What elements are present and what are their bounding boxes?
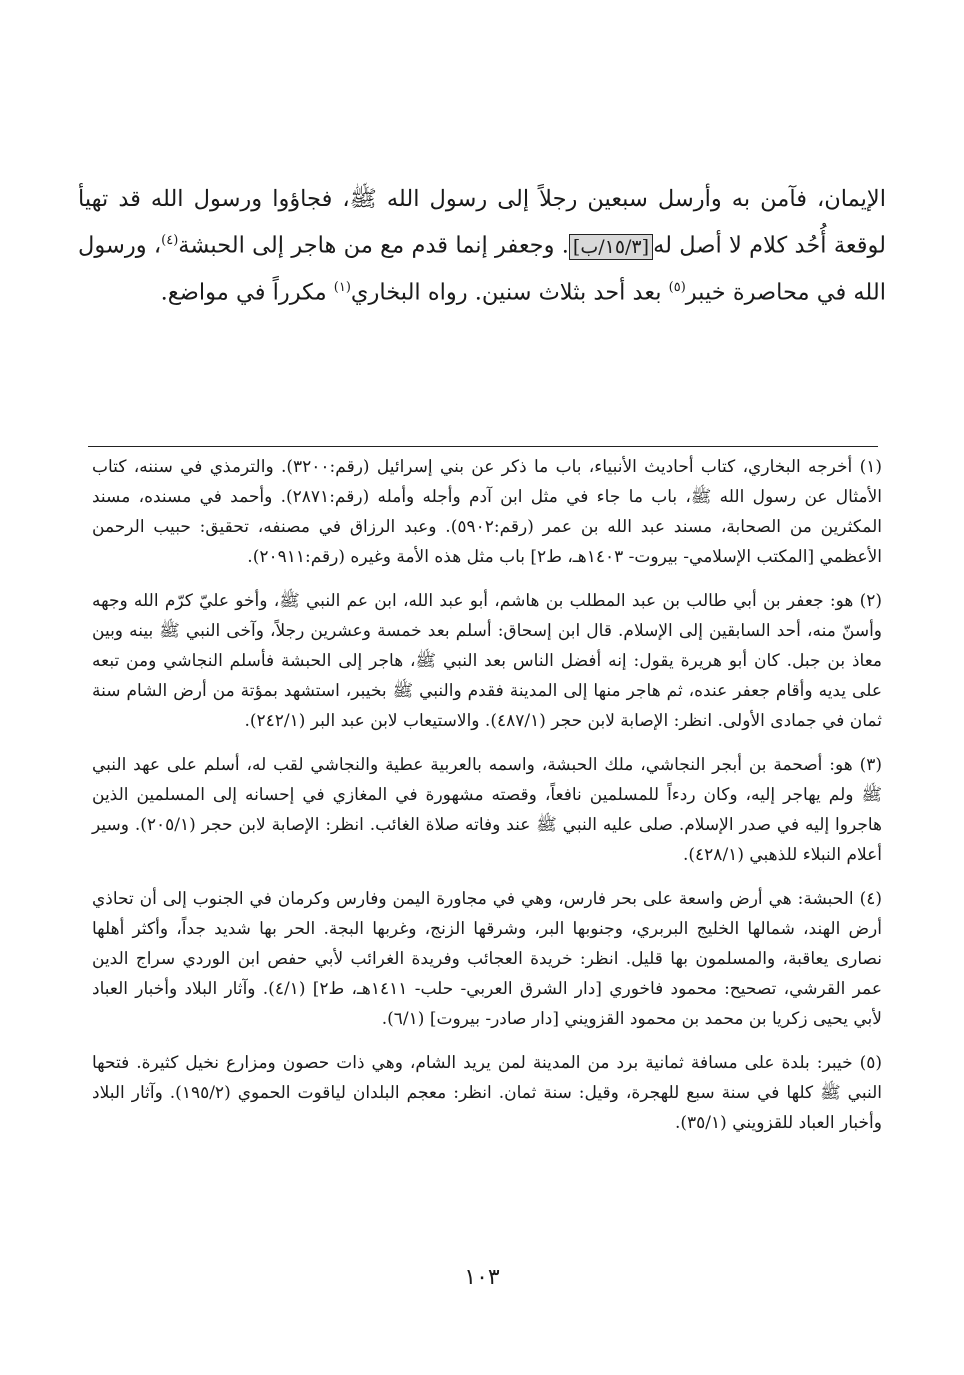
footnote-1: (١) أخرجه البخاري، كتاب أحاديث الأنبياء، باب ما ذكر عن بني إسرائيل (رقم:٣٢٠٠). والترمذي في سننه، كتاب الأمثال عن رسول الله ﷺ، باب ما جاء في مثل ابن آدم وأجله وأمله (رقم:٢٨٧١). وأحمد في مسنده، مسند المكثرين من الصحابة، مسند عبد الله بن عمر (رقم:٥٩٠٢). وعبد الرزاق في مصنفه، تحقيق: حبيب الرحمن الأعظمي [المكتب الإسلامي- بيروت- ١٤٠٣هـ، ط٢] باب مثل هذه الأمة وغيره (رقم:٢٠٩١١).	[92, 457, 882, 567]
main-text-segment: بعد أحد بثلاث سنين. رواه البخاري	[350, 279, 669, 305]
footnote-ref: (٤)	[161, 233, 179, 248]
page-number: ١٠٣	[464, 1265, 500, 1290]
main-text-segment: ، ورسول الله في محاصرة خيبر	[78, 232, 886, 305]
main-text-segment: مكرراً في مواضع.	[160, 279, 334, 305]
footnotes-section	[92, 452, 882, 1152]
footnote-3: (٣) هو: أصحمة بن أبجر النجاشي، ملك الحبشة، واسمه بالعربية عطية والنجاشي لقب له، أسلم على عهد النبي ﷺ ولم يهاجر إليه، وكان ردءاً للمسلمين نافعاً، وقصته مشهورة في المغازي في إحسانه إلى المسلمين الذين هاجروا إليه في صدر الإسلام. صلى عليه النبي ﷺ عند وفاته صلاة الغائب. انظر: الإصابة لابن حجر (٢٠٥/١). وسير أعلام النبلاء للذهبي (٤٢٨/١).	[92, 755, 882, 865]
footnote-ref: (١)	[333, 279, 351, 295]
footnote-5: (٥) خيبر: بلدة على مسافة ثمانية برد من المدينة لمن يريد الشام، وهي ذات حصون ومزارع نخيل كثيرة. فتحها النبي ﷺ كلها في سنة سبع للهجرة، وقيل: سنة ثمان. انظر: معجم البلدان لياقوت الحموي (١٩٥/٢). وآثار البلاد وأخبار العباد للقزويني (٣٥/١).	[92, 1053, 882, 1133]
main-paragraph	[78, 178, 886, 313]
footnote-ref: (٥)	[668, 279, 686, 295]
footnote-4: (٤) الحبشة: هي أرض واسعة على بحر فارس، وهي في مجاورة اليمن وفارس وكرمان في الجنوب إلى أن تحاذي أرض الهند، شمالها الخليج البربري، وجنوبها البر، وشرقها الزنج، وغربها البجة. الحر بها شديد جداً، وأكثر أهلها نصارى يعاقبة، والمسلمون بها قليل. انظر: خريدة العجائب وفريدة الغرائب لأبي حفص ابن الوردي سراج الدين عمر القرشي، تصحيح: محمود فاخوري [دار الشرق العربي- حلب- ١٤١١هـ، ط٢] (٤/١). وآثار البلاد وأخبار العباد لأبي يحيى زكريا بن محمد بن محمود القزويني [دار صادر- بيروت] (٦/١).	[92, 889, 883, 1029]
main-text-segment: . وجعفر إنما قدم مع من هاجر إلى الحبشة	[178, 232, 569, 259]
footnote-separator	[88, 446, 878, 447]
main-text-segment: الإيمان، فآمن به وأرسل سبعين رجلاً إلى رسول الله ﷺ، فجاؤوا ورسول الله قد تهيأ لوقعة أُحُد كلام لا أصل له	[78, 186, 886, 259]
footnote-2: (٢) هو: جعفر بن أبي طالب بن عبد المطلب بن هاشم، أبو عبد الله، ابن عم النبي ﷺ، وأخو عليّ كرّم الله وجهه وأسنّ منه، أحد السابقين إلى الإسلام. قال ابن إسحاق: أسلم بعد خمسة وعشرين رجلاً، وآخى النبي ﷺ بينه وبين معاذ بن جبل. كان أبو هريرة يقول: إنه أفضل الناس بعد النبي ﷺ، هاجر إلى الحبشة فأسلم النجاشي ومن تبعه على يديه وأقام جعفر عنده، ثم هاجر منها إلى المدينة فقدم والنبي ﷺ بخيبر، استشهد بمؤتة من أرض الشام سنة ثمان في جمادى الأولى. انظر: الإصابة لابن حجر (٤٨٧/١). والاستيعاب لابن عبد البر (٢٤٢/١).	[92, 591, 882, 731]
folio-marker: [١٥/٣/ب]	[569, 234, 653, 260]
